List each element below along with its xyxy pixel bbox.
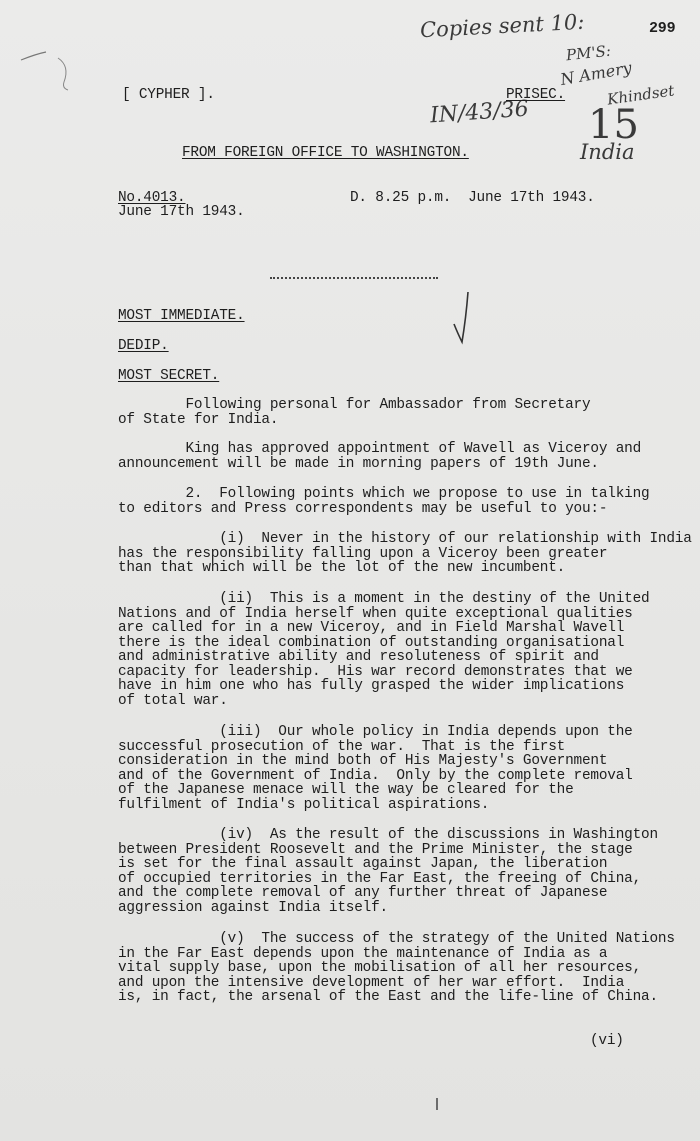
despatch-time: D. 8.25 p.m. June 17th 1943. xyxy=(350,190,595,206)
paragraph-2 xyxy=(118,487,688,516)
text-line: consideration in the mind both of His Majesty's Government xyxy=(118,753,608,769)
handwritten-file-reference: IN/43/36 xyxy=(429,96,530,129)
text-line: of the Japanese menace will the way be cleared for the xyxy=(118,782,574,798)
text-line: capacity for leadership. His war record demonstrates that we xyxy=(118,663,633,680)
paragraph-intro xyxy=(118,398,688,427)
pen-mark-icon xyxy=(432,1096,442,1116)
text-line: (ii) This is a moment in the destiny of the United xyxy=(118,591,650,607)
handwritten-note-line4: Khindset xyxy=(606,81,676,109)
point-iii xyxy=(118,725,688,812)
page-number: 299 xyxy=(649,20,676,37)
text-line: are called for in a new Viceroy, and in Field Marshal Wavell xyxy=(118,620,625,636)
handwritten-note-line3: N Amery xyxy=(558,57,634,90)
text-line: there is the ideal combination of outstanding organisational xyxy=(118,634,625,651)
text-line: in the Far East depends upon the maintenance of India as a xyxy=(118,945,608,962)
text-line: aggression against India itself. xyxy=(118,899,388,916)
text-line: of State for India. xyxy=(118,411,279,428)
continuation-marker: (vi) xyxy=(590,1033,624,1049)
text-line: and of the Government of India. Only by the complete removal xyxy=(118,767,633,784)
text-line: successful prosecution of the war. That is the first xyxy=(118,738,566,755)
marking-most-secret: MOST SECRET. xyxy=(118,368,220,384)
cypher-label: [ CYPHER ]. xyxy=(122,87,215,103)
text-line: to editors and Press correspondents may be useful to you:- xyxy=(118,500,608,517)
text-line: and administrative ability and resoluteness of spirit and xyxy=(118,649,599,665)
text-line: (i) Never in the history of our relationship with India xyxy=(118,531,692,547)
handwritten-copies-note: Copies sent 10: xyxy=(419,9,585,43)
paragraph-appointment xyxy=(118,442,688,471)
tick-mark-icon xyxy=(448,288,478,348)
handwritten-note-line2: PM'S: xyxy=(565,41,612,65)
pencil-mark-icon xyxy=(18,42,78,92)
text-line: is, in fact, the arsenal of the East and the life-line of China. xyxy=(118,989,658,1005)
text-line: (v) The success of the strategy of the United Nations xyxy=(118,931,675,947)
text-line: (iv) As the result of the discussions in Washington xyxy=(118,827,658,843)
text-line: of occupied territories in the Far East, the freeing of China, xyxy=(118,870,642,887)
text-line: has the responsibility falling upon a Viceroy been greater xyxy=(118,545,608,562)
message-number: No.4013. xyxy=(118,190,186,206)
text-line: announcement will be made in morning papers of 19th June. xyxy=(118,455,599,472)
text-line: is set for the final assault against Japan, the liberation xyxy=(118,856,608,872)
text-line: and the complete removal of any further threat of Japanese xyxy=(118,885,608,901)
text-line: King has approved appointment of Wavell as Viceroy and xyxy=(118,441,642,457)
text-line: and upon the intensive development of her war effort. India xyxy=(118,974,625,991)
message-date: June 17th 1943. xyxy=(118,204,245,220)
handwritten-file-label: India xyxy=(580,140,635,164)
text-line: 2. Following points which we propose to use in talking xyxy=(118,486,650,502)
text-line: have in him one who has fully grasped the wider implications xyxy=(118,678,625,694)
text-line: between President Roosevelt and the Prime Minister, the stage xyxy=(118,841,633,858)
point-i xyxy=(118,531,692,576)
point-iv xyxy=(118,828,688,915)
separator-line xyxy=(270,277,438,281)
point-ii xyxy=(118,592,688,708)
route-heading: FROM FOREIGN OFFICE TO WASHINGTON. xyxy=(182,145,469,161)
text-line: Nations and of India herself when quite exceptional qualities xyxy=(118,605,633,622)
classification-label: PRISEC. xyxy=(506,87,566,103)
text-line: of total war. xyxy=(118,692,228,709)
text-line: vital supply base, upon the mobilisation of all her resources, xyxy=(118,960,642,976)
handwritten-file-number: 15 xyxy=(588,102,639,148)
text-line: Following personal for Ambassador from Secretary xyxy=(118,397,591,413)
text-line: fulfilment of India's political aspirations. xyxy=(118,796,490,813)
point-v xyxy=(118,932,688,1005)
marking-most-immediate: MOST IMMEDIATE. xyxy=(118,308,245,324)
text-line: (iii) Our whole policy in India depends upon the xyxy=(118,724,633,740)
text-line: than that which will be the lot of the new incumbent. xyxy=(118,560,566,576)
marking-dedip: DEDIP. xyxy=(118,338,169,354)
